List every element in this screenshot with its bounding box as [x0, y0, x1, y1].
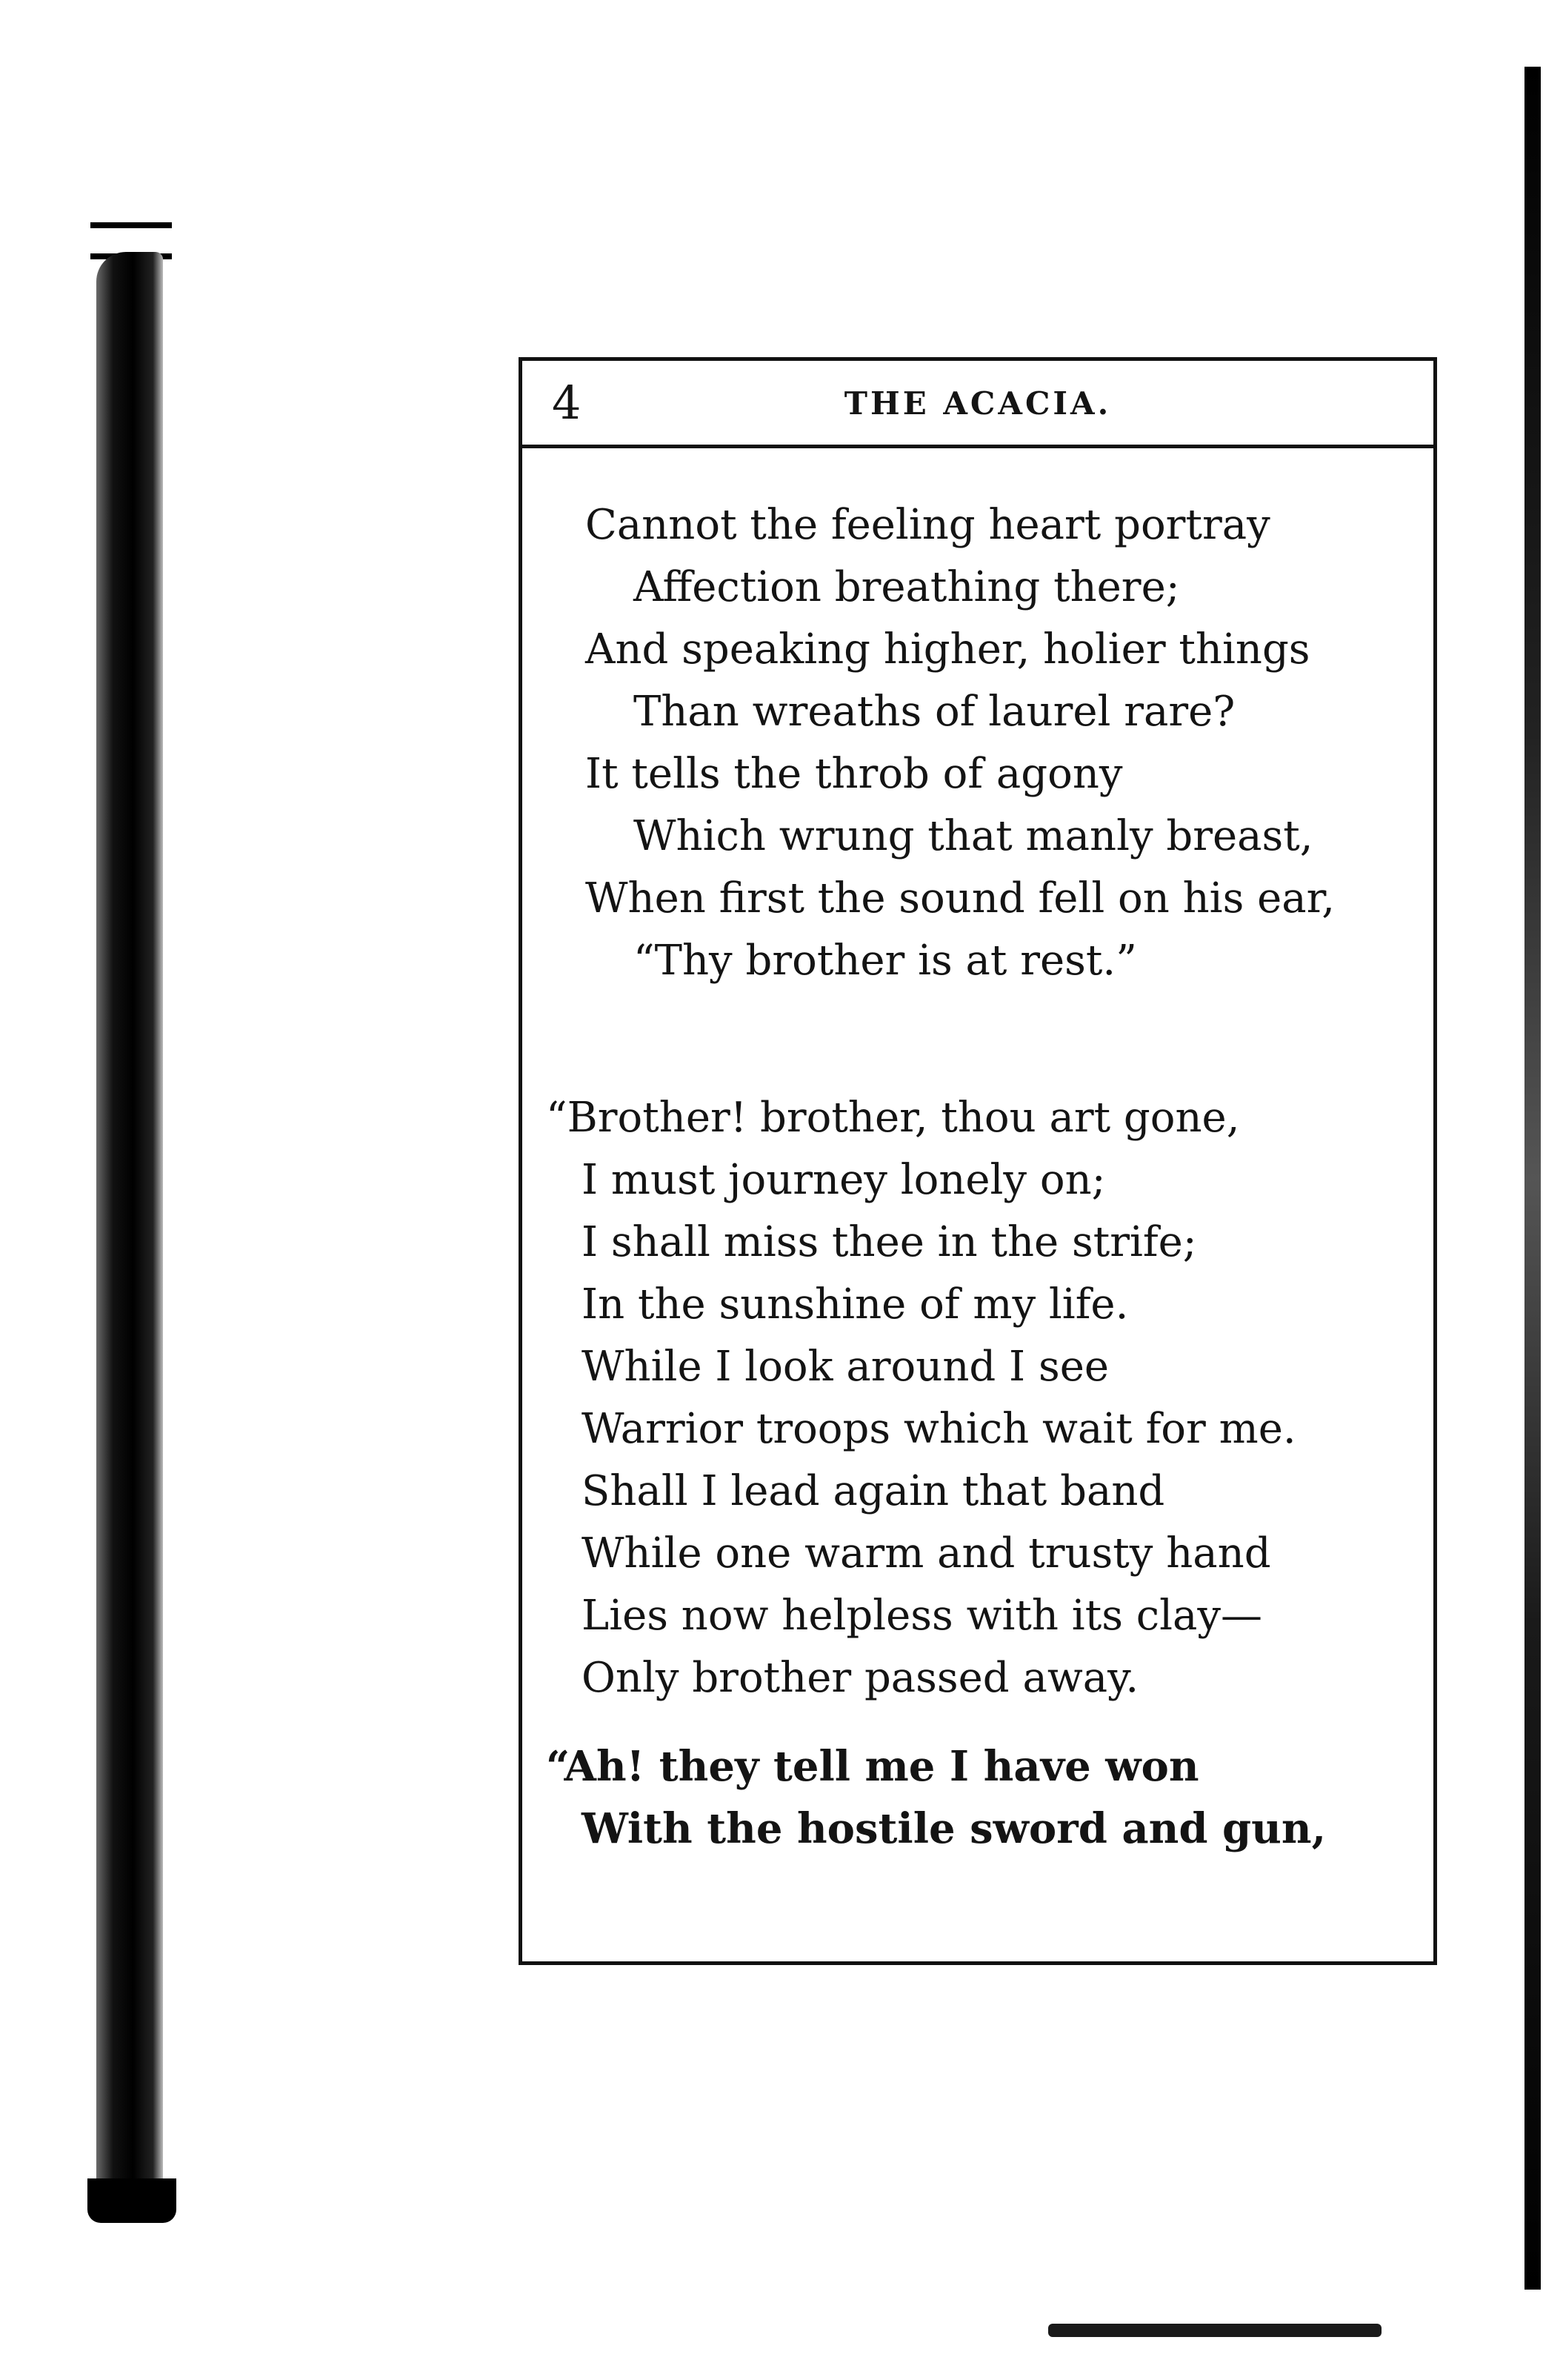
poem-line: Lies now helpless with its clay—	[581, 1592, 1263, 1640]
poem-line: “Brother! brother, thou art gone,	[546, 1094, 1240, 1142]
poem-line: Which wrung that manly breast,	[633, 812, 1313, 860]
page-header	[522, 361, 1433, 448]
page-text-frame	[519, 357, 1437, 1965]
scan-bottom-edge	[1048, 2324, 1382, 2337]
scan-right-edge	[1524, 67, 1541, 2290]
poem-line: With the hostile sword and gun,	[581, 1804, 1327, 1853]
poem-line: In the sunshine of my life.	[581, 1280, 1129, 1329]
poem-line: Warrior troops which wait for me.	[581, 1405, 1296, 1453]
poem-line: “Ah! they tell me I have won	[546, 1742, 1199, 1791]
poem-line: I must journey lonely on;	[581, 1156, 1106, 1204]
poem-line: Shall I lead again that band	[581, 1467, 1165, 1515]
page-number: 4	[552, 376, 581, 430]
poem-line: While I look around I see	[581, 1343, 1109, 1391]
running-title: THE ACACIA.	[844, 385, 1112, 422]
poem-line: Than wreaths of laurel rare?	[633, 688, 1236, 736]
poem-line: And speaking higher, holier things	[585, 625, 1310, 674]
poem-line: It tells the throb of agony	[585, 750, 1123, 798]
poem-line: I shall miss thee in the strife;	[581, 1218, 1197, 1266]
poem-line: Cannot the feeling heart portray	[585, 501, 1270, 549]
scan-binding-shadow-bottom	[87, 2178, 176, 2223]
poem-line: Affection breathing there;	[633, 563, 1180, 611]
poem-line: “Thy brother is at rest.”	[633, 937, 1137, 985]
poem-line: When first the sound fell on his ear,	[585, 874, 1336, 923]
poem-line: Only brother passed away.	[581, 1654, 1139, 1702]
stanza-1	[522, 494, 1433, 992]
scan-binding-shadow	[96, 252, 163, 2216]
stanza-2	[522, 1087, 1433, 1709]
stanza-3	[522, 1735, 1433, 1860]
poem-line: While one warm and trusty hand	[581, 1529, 1271, 1578]
